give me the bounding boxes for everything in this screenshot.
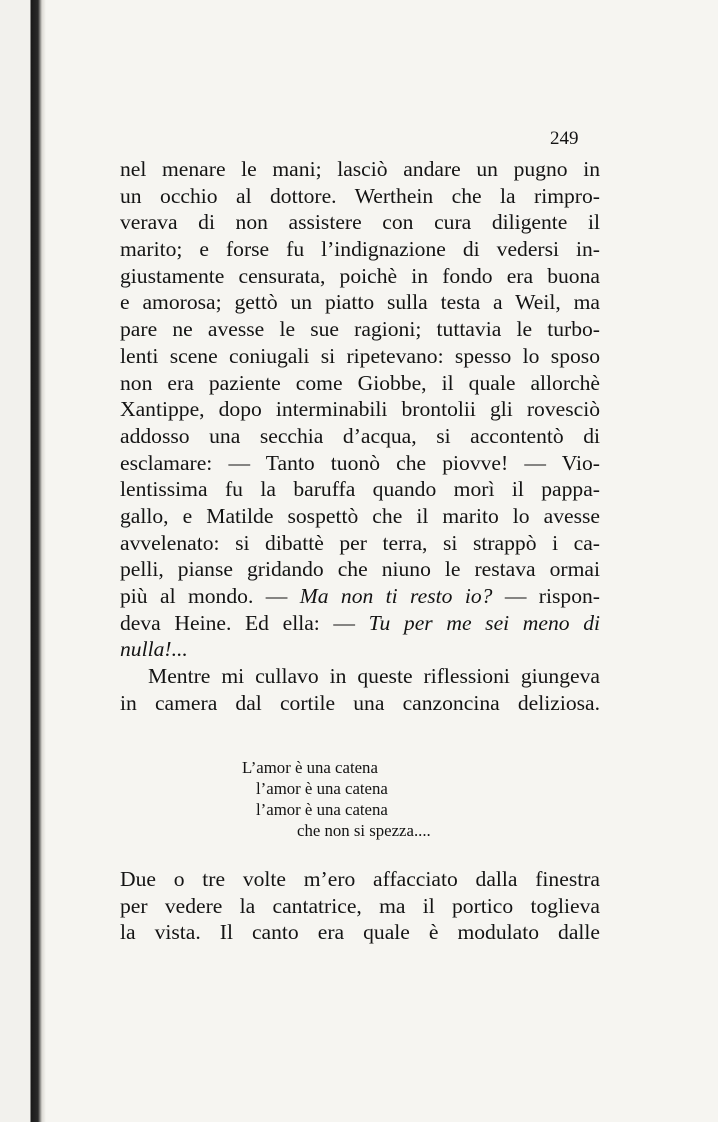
text-line: giustamente censurata, poichè in fondo era buona <box>120 263 600 288</box>
text-line: marito; e forse fu l’indignazione di vedersi in- <box>120 237 600 262</box>
text-line: avvelenato: si dibattè per terra, si strappò i ca- <box>120 530 600 555</box>
text-span: deva Heine. Ed ella: — <box>120 610 356 635</box>
text-line: nel menare le mani; lasciò andare un pugno in <box>120 157 600 181</box>
verse-line: l’amor è una catena <box>256 779 388 798</box>
text-line: non era paziente come Giobbe, il quale allorchè <box>120 370 600 395</box>
text-line: addosso una secchia d’acqua, si accontentò di <box>120 423 600 448</box>
text-line-mixed <box>120 610 600 637</box>
text-span: — rispon- <box>504 584 600 608</box>
italic-quote: nulla!... <box>120 637 188 662</box>
text-line: Xantippe, dopo interminabili brontolii gli rovesciò <box>120 397 600 422</box>
verse-line: che non si spezza.... <box>297 821 431 840</box>
text-span: più al mondo. — <box>120 584 288 608</box>
text-line <box>120 636 600 663</box>
verse-line: L’amor è una catena <box>242 758 378 777</box>
text-line: e amorosa; gettò un piatto sulla testa a Weil, ma <box>120 290 600 315</box>
italic-quote: Ma non ti resto io? <box>299 584 493 608</box>
text-line: in camera dal cortile una canzoncina deliziosa. <box>120 690 600 715</box>
paragraph-3 <box>120 866 600 946</box>
text-line: gallo, e Matilde sospettò che il marito lo avesse <box>120 503 600 528</box>
text-line: per vedere la cantatrice, ma il portico toglieva <box>120 893 600 918</box>
text-line: lenti scene coniugali si ripetevano: spesso lo sposo <box>120 343 600 368</box>
text-line: un occhio al dottore. Werthein che la rimpro- <box>120 183 600 208</box>
paragraph-1 <box>120 156 600 716</box>
book-spine-shadow <box>0 0 46 1122</box>
text-line: lentissima fu la baruffa quando morì il pappa- <box>120 477 600 502</box>
text-line: la vista. Il canto era quale è modulato dalle <box>120 920 600 945</box>
text-line: pelli, pianse gridando che niuno le restava ormai <box>120 557 600 582</box>
text-line: verava di non assistere con cura diligente il <box>120 210 600 235</box>
text-line: Mentre mi cullavo in queste riflessioni giungeva <box>148 664 600 689</box>
italic-quote: Tu per me sei meno di <box>368 610 600 635</box>
text-line: Due o tre volte m’ero affacciato dalla finestra <box>120 867 600 891</box>
text-line-mixed <box>120 583 600 610</box>
text-line: pare ne avesse le sue ragioni; tuttavia le turbo- <box>120 317 600 342</box>
page-number: 249 <box>550 128 579 149</box>
verse-line: l’amor è una catena <box>256 800 388 819</box>
text-line: esclamare: — Tanto tuonò che piovve! — Vio- <box>120 450 600 475</box>
